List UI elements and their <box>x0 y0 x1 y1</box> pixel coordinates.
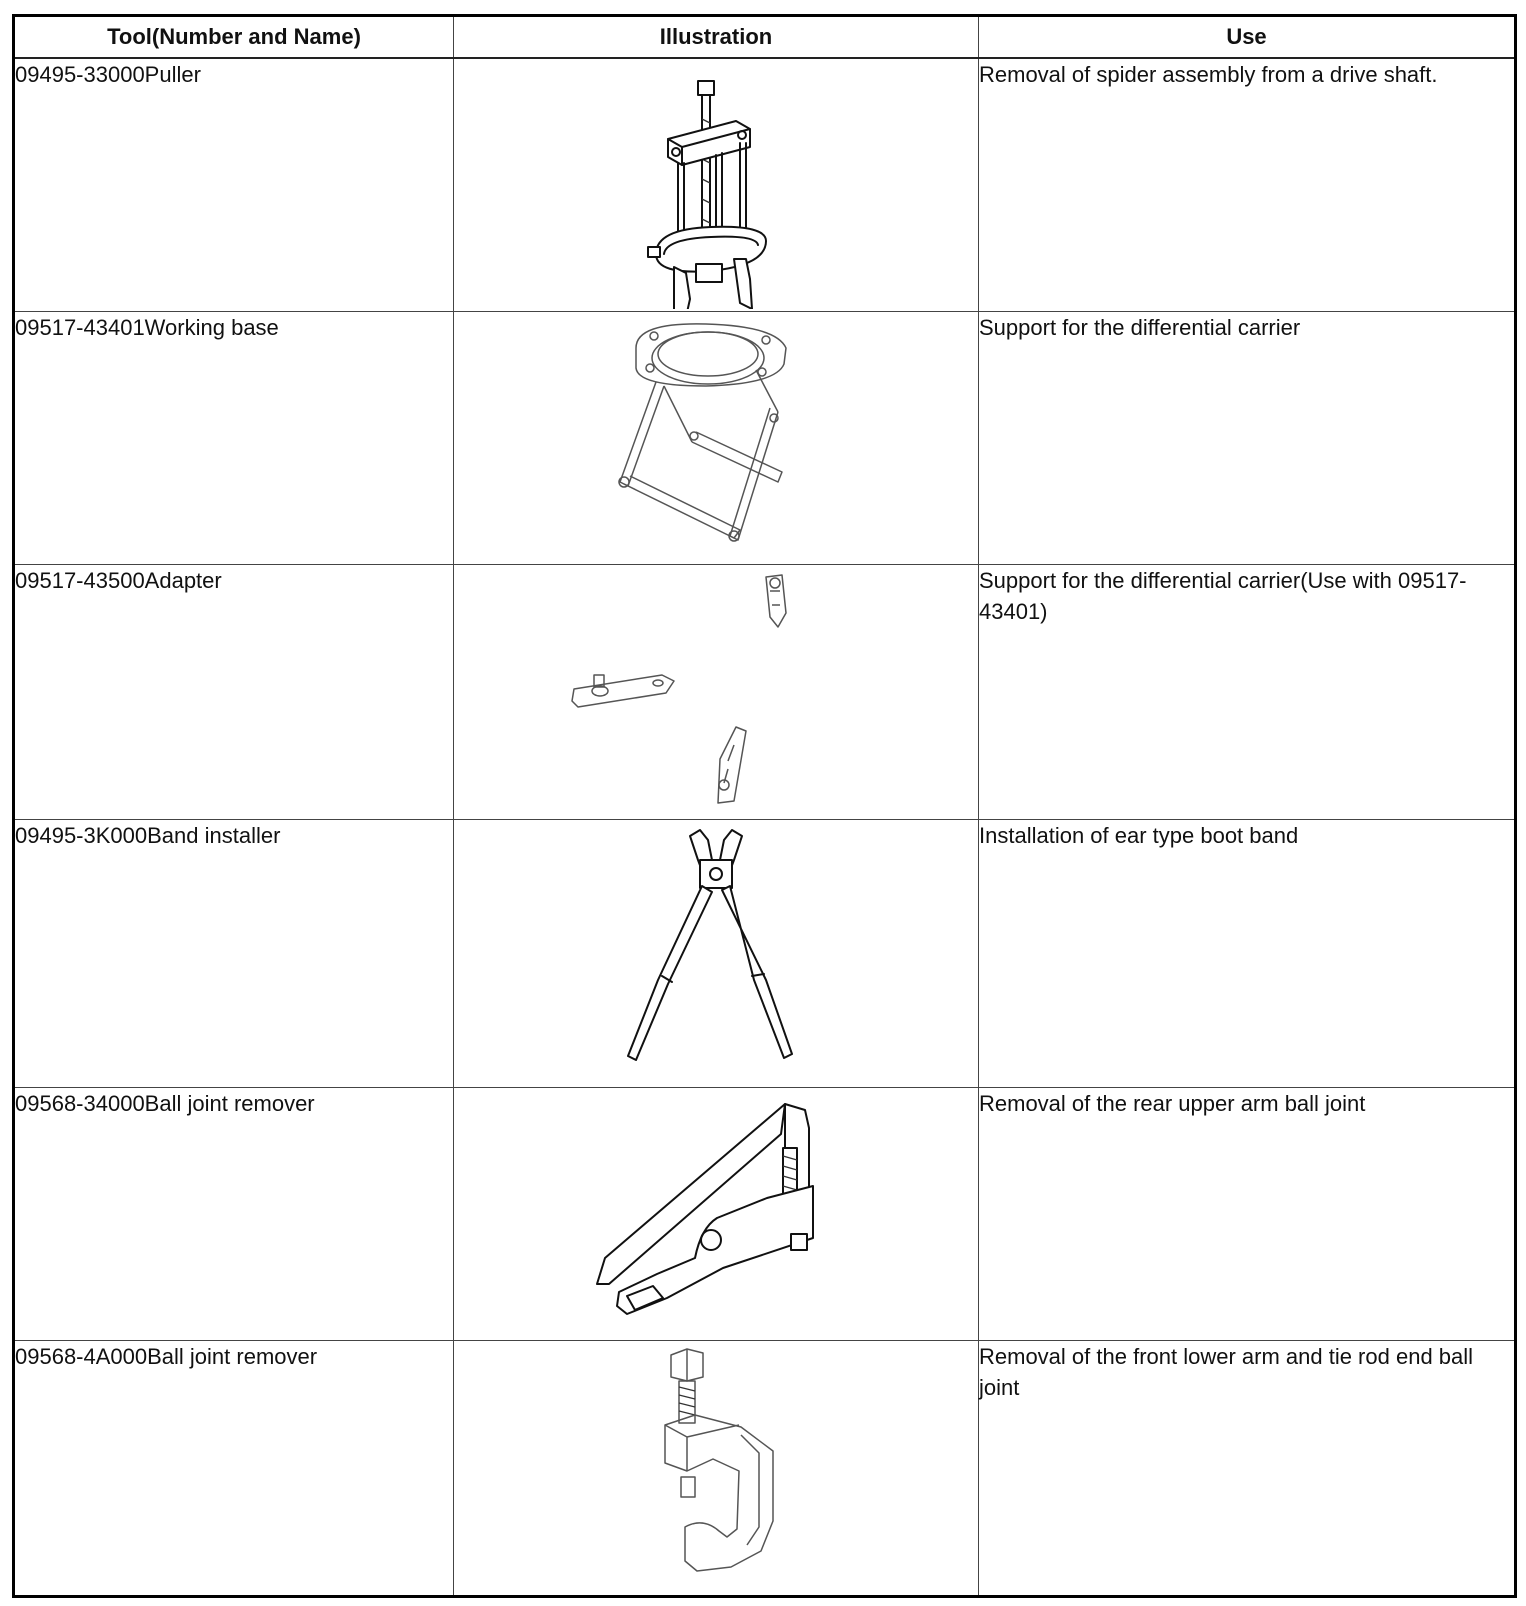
illustration-cell <box>454 58 979 311</box>
table-row <box>14 564 1516 819</box>
working-base-illustration <box>606 312 826 562</box>
puller-illustration <box>616 59 816 309</box>
table-row <box>14 819 1516 1087</box>
band-installer-illustration <box>616 820 816 1078</box>
tool-cell: 09495-3K000Band installer <box>14 819 454 1087</box>
special-tools-table <box>12 14 1517 1598</box>
header-use: Use <box>979 16 1516 59</box>
use-cell: Installation of ear type boot band <box>979 819 1516 1087</box>
table-row <box>14 58 1516 311</box>
illustration-cell <box>454 564 979 819</box>
use-cell: Support for the differential carrier(Use with 09517-43401) <box>979 564 1516 819</box>
header-tool: Tool(Number and Name) <box>14 16 454 59</box>
table-row <box>14 311 1516 564</box>
use-cell: Support for the differential carrier <box>979 311 1516 564</box>
tool-cell: 09517-43500Adapter <box>14 564 454 819</box>
illustration-cell <box>454 1340 979 1596</box>
tool-cell: 09568-34000Ball joint remover <box>14 1087 454 1340</box>
table-row <box>14 1087 1516 1340</box>
illustration-cell <box>454 819 979 1087</box>
ball-joint-remover-c-illustration <box>641 1341 791 1586</box>
use-cell: Removal of the rear upper arm ball joint <box>979 1087 1516 1340</box>
adapter-illustration <box>566 565 866 815</box>
illustration-cell <box>454 1087 979 1340</box>
use-cell: Removal of spider assembly from a drive shaft. <box>979 58 1516 311</box>
table-row <box>14 1340 1516 1596</box>
use-cell: Removal of the front lower arm and tie rod end ball joint <box>979 1340 1516 1596</box>
tool-cell: 09517-43401Working base <box>14 311 454 564</box>
tool-cell: 09568-4A000Ball joint remover <box>14 1340 454 1596</box>
table-header-row <box>14 16 1516 59</box>
header-illustration: Illustration <box>454 16 979 59</box>
tool-cell: 09495-33000Puller <box>14 58 454 311</box>
illustration-cell <box>454 311 979 564</box>
ball-joint-remover-illustration <box>591 1088 841 1328</box>
